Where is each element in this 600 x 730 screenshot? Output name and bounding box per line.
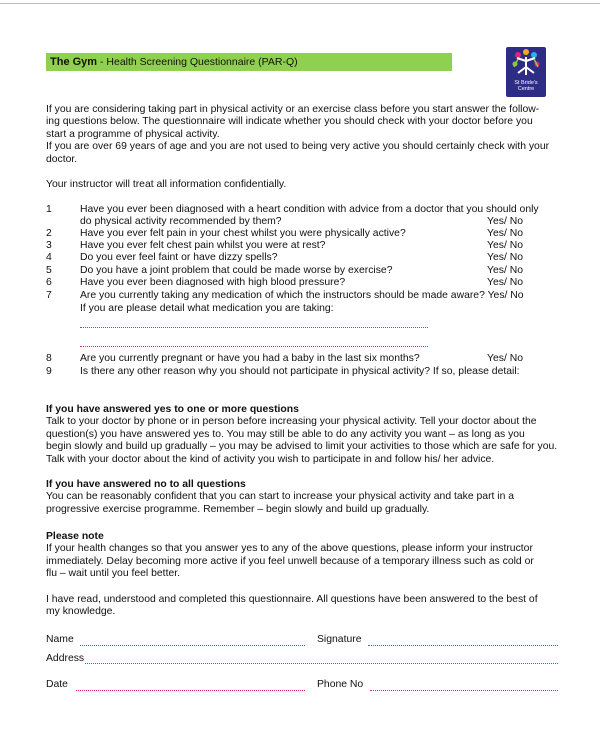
question-number: 9 xyxy=(46,366,52,377)
phone-field[interactable] xyxy=(370,690,558,691)
question-text: Have you ever felt pain in your chest whilst you were physically active? xyxy=(80,228,406,239)
question-answer[interactable]: Yes/ No xyxy=(487,252,524,263)
confidential-notice: Your instructor will treat all information confidentially. xyxy=(46,179,287,190)
logo-text: St Bride's Centre xyxy=(514,80,538,92)
address-field[interactable] xyxy=(85,663,558,664)
question-number: 4 xyxy=(46,252,52,263)
question-answer[interactable]: Yes/ No xyxy=(487,216,524,227)
section-heading: Please note xyxy=(46,531,104,542)
section-heading: If you have answered no to all questions xyxy=(46,479,246,490)
medication-detail-line[interactable] xyxy=(80,346,428,347)
question-text: Are you currently pregnant or have you had a baby in the last six months? xyxy=(80,353,420,364)
header-bar xyxy=(46,53,452,71)
question-text: Are you currently taking any medication of which the instructors should be made aware? Yes/ No xyxy=(80,290,524,301)
section-heading: If you have answered yes to one or more questions xyxy=(46,404,299,415)
question-text: Is there any other reason why you should not participate in physical activity? If so, please detail: xyxy=(80,366,520,377)
question-number: 6 xyxy=(46,277,52,288)
page-top-border xyxy=(0,0,600,4)
question-answer[interactable]: Yes/ No xyxy=(487,228,524,239)
question-text: Have you ever felt chest pain whilst you were at rest? xyxy=(80,240,326,251)
address-label: Address xyxy=(46,653,85,664)
question-number: 2 xyxy=(46,228,52,239)
centre-logo xyxy=(506,47,546,97)
no-answer-section: If you have answered no to all questions You can be reasonably confident that you can start to increase your physical activity and take part in a progressive exercise programme. Remember – begin slowly and build up gradually. xyxy=(46,479,566,516)
name-field[interactable] xyxy=(80,645,305,646)
intro-paragraph: If you are considering taking part in physical activity or an exercise class before you start answer the follow- ing questions below. The questionnaire will indicate whether you should check with your doctor before you start a programme of physical activity. If you are over 69 years of age and you are not used to being very active you should certainly check with your doctor. xyxy=(46,104,550,165)
date-field[interactable] xyxy=(76,690,305,691)
question-number: 1 xyxy=(46,204,52,215)
question-text: Have you ever been diagnosed with a heart condition with advice from a doctor that you should only xyxy=(80,204,539,215)
question-number: 8 xyxy=(46,353,52,364)
logo-figures-icon xyxy=(506,47,546,81)
question-text: Have you ever been diagnosed with high blood pressure? xyxy=(80,277,346,288)
question-number: 5 xyxy=(46,265,52,276)
question-answer[interactable]: Yes/ No xyxy=(487,353,524,364)
date-label: Date xyxy=(46,679,68,690)
question-number: 7 xyxy=(46,290,52,301)
question-answer[interactable]: Yes/ No xyxy=(487,265,524,276)
question-answer[interactable]: Yes/ No xyxy=(487,277,524,288)
question-text: Do you ever feel faint or have dizzy spells? xyxy=(80,252,278,263)
question-text: If you are please detail what medication you are taking: xyxy=(80,303,334,314)
header-title: The Gym xyxy=(50,56,98,68)
declaration-paragraph: I have read, understood and completed this questionnaire. All questions have been answered to the best of my knowledge. xyxy=(46,594,538,618)
phone-label: Phone No xyxy=(317,679,364,690)
signature-label: Signature xyxy=(317,634,362,645)
yes-answer-section: If you have answered yes to one or more questions Talk to your doctor by phone or in person before increasing your physical activity. Tell your doctor about the question(s) you have answered yes to. You may still be able to do any activity you want – as long as you begin slowly and build up gradually – you may be advised to limit your activities to those which are safe for you. Talk with your doctor about the kind of activity you wish to participate in and follow his/ her advice. xyxy=(46,404,566,466)
header-subtitle: - Health Screening Questionnaire (PAR-Q) xyxy=(97,56,298,68)
question-text: do physical activity recommended by them? xyxy=(80,216,282,227)
signature-field[interactable] xyxy=(368,645,558,646)
question-answer[interactable]: Yes/ No xyxy=(487,240,524,251)
question-number: 3 xyxy=(46,240,52,251)
question-text: Do you have a joint problem that could be made worse by exercise? xyxy=(80,265,393,276)
name-label: Name xyxy=(46,634,74,645)
please-note-section: Please note If your health changes so that you answer yes to any of the above questions, please inform your instructor immediately. Delay becoming more active if you feel unwell because of a temporary illness such as cold or flu – wait until you feel better. xyxy=(46,531,566,581)
medication-detail-line[interactable] xyxy=(80,327,428,328)
